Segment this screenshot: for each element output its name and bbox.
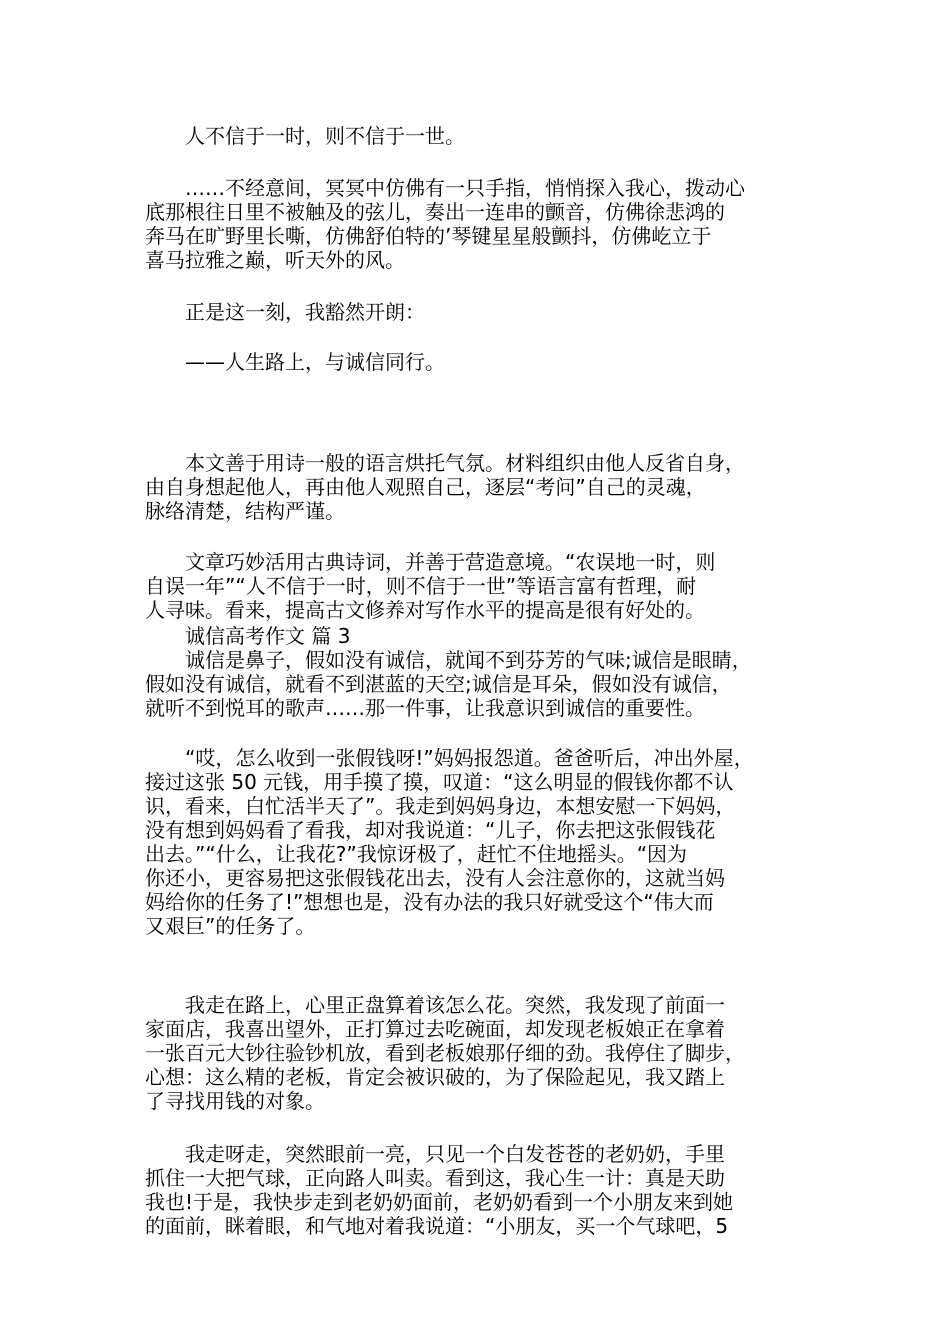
text-line: 由自身想起他人，再由他人观照自己，逐层“考问”自己的灵魂， — [145, 475, 706, 499]
paragraph-10 — [145, 993, 815, 1113]
paragraph-9 — [145, 746, 815, 938]
text-line: 文章巧妙活用古典诗词，并善于营造意境。“农误地一时，则 — [185, 550, 716, 574]
text-line: 人寻味。看来，提高古文修养对写作水平的提高是很有好处的。 — [145, 598, 705, 622]
text-line: 就听不到悦耳的歌声……那一件事，让我意识到诚信的重要性。 — [145, 696, 705, 720]
paragraph-5 — [145, 451, 815, 523]
text-line: 奔马在旷野里长嘶，仿佛舒伯特的’琴键星星般颤抖，仿佛屹立于 — [145, 224, 712, 248]
text-line: 家面店，我喜出望外，正打算过去吃碗面，却发现老板娘正在拿着 — [145, 1017, 725, 1041]
text-line: 本文善于用诗一般的语言烘托气氛。材料组织由他人反省自身， — [185, 451, 745, 475]
text-line: “哎，怎么收到一张假钱呀!”妈妈报怨道。爸爸听后，冲出外屋， — [185, 746, 754, 770]
text-line: 识，看来，白忙活半天了”。我走到妈妈身边，本想安慰一下妈妈， — [145, 794, 736, 818]
paragraph-3 — [145, 300, 815, 324]
paragraph-11 — [145, 1142, 815, 1238]
text-line: 抓住一大把气球，正向路人叫卖。看到这，我心生一计：真是天助 — [145, 1166, 725, 1190]
text-line: 出去。”“什么，让我花?”我惊讶极了，赶忙不住地摇头。“因为 — [145, 842, 688, 866]
text-line: 我也!于是，我快步走到老奶奶面前，老奶奶看到一个小朋友来到她 — [145, 1190, 734, 1214]
text-line: 脉络清楚，结构严谨。 — [145, 499, 345, 523]
text-line: 假如没有诚信，就看不到湛蓝的天空;诚信是耳朵，假如没有诚信， — [145, 672, 732, 696]
paragraph-1 — [145, 124, 815, 148]
text-line: 你还小，更容易把这张假钱花出去，没有人会注意你的，这就当妈 — [145, 866, 725, 890]
text-line: 又艰巨”的任务了。 — [145, 914, 316, 938]
paragraph-6 — [145, 550, 815, 622]
text-line: ——人生路上，与诚信同行。 — [185, 350, 445, 374]
text-line: 诚信是鼻子，假如没有诚信，就闻不到芬芳的气味;诚信是眼睛， — [185, 648, 752, 672]
text-line: 一张百元大钞往验钞机放，看到老板娘那仔细的劲。我停住了脚步， — [145, 1041, 745, 1065]
text-line: 正是这一刻，我豁然开朗： — [185, 300, 425, 324]
text-line: 喜马拉雅之巅，听天外的风。 — [145, 248, 405, 272]
text-line: 了寻找用钱的对象。 — [145, 1089, 325, 1113]
text-line: 我走呀走，突然眼前一亮，只见一个白发苍苍的老奶奶，手里 — [185, 1142, 725, 1166]
heading-text: 诚信高考作文 篇 3 — [185, 624, 351, 648]
text-line: 接过这张 50 元钱，用手摸了摸，叹道：“这么明显的假钱你都不认 — [145, 770, 734, 794]
text-line: 心想：这么精的老板，肯定会被识破的，为了保险起见，我又踏上 — [145, 1065, 725, 1089]
text-line: 的面前，眯着眼，和气地对着我说道：“小朋友，买一个气球吧，5 — [145, 1214, 729, 1238]
text-line: ……不经意间，冥冥中仿佛有一只手指，悄悄探入我心，拨动心 — [185, 176, 745, 200]
text-line: 人不信于一时，则不信于一世。 — [185, 124, 465, 148]
section-heading — [145, 624, 815, 648]
text-line: 底那根往日里不被触及的弦儿，奏出一连串的颤音，仿佛徐悲鸿的 — [145, 200, 725, 224]
paragraph-2 — [145, 176, 815, 272]
paragraph-8 — [145, 648, 815, 720]
text-line: 自误一年”“人不信于一时，则不信于一世”等语言富有哲理，耐 — [145, 574, 697, 598]
paragraph-4 — [145, 350, 815, 374]
text-line: 妈给你的任务了!”想想也是，没有办法的我只好就受这个“伟大而 — [145, 890, 714, 914]
text-line: 我走在路上，心里正盘算着该怎么花。突然，我发现了前面一 — [185, 993, 725, 1017]
text-line: 没有想到妈妈看了看我，却对我说道：“儿子，你去把这张假钱花 — [145, 818, 716, 842]
